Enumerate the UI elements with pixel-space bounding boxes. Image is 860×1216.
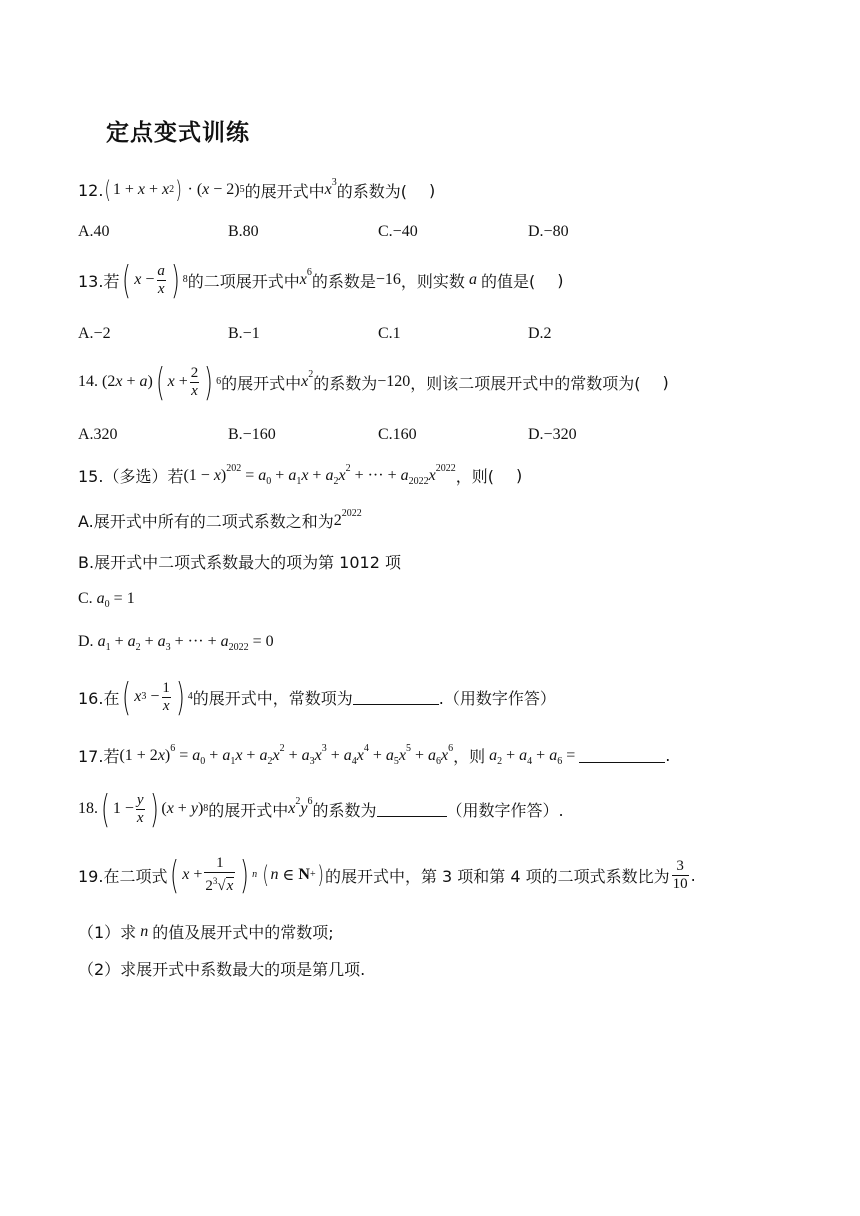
q19-number: 19.在二项式	[78, 866, 168, 886]
q12-text-c: )	[428, 180, 436, 200]
q14-option-b[interactable]: B.−160	[228, 426, 276, 443]
q14-text-c: ，则该二项展开式中的常数项为(	[410, 373, 641, 393]
q16-answer-blank[interactable]	[353, 690, 439, 705]
q13-expression: ( x − $\frac{a}{x}$ ) 8	[122, 258, 188, 302]
q12-option-b[interactable]: B.80	[228, 223, 259, 240]
q18-text-c: （用数字作答）.	[446, 800, 564, 820]
q14-expression: (2 x + a ) ( x + $\frac{2}{x}$ ) 6	[98, 360, 222, 404]
q13-term: $x^6$	[299, 267, 312, 288]
q15-expression: $(1 - x)^{202} = a_0 + a_1x + a_2x^2$ + ··· + $a_{2022}x^{2022}$	[183, 462, 456, 487]
q17-text-a: ，则	[453, 747, 486, 766]
q19-expression: ( x + 1 $2^3√$ x ) n ( n ∈ N + )	[170, 853, 324, 897]
q12-expression: ( 1 + x + x 2 ) · ( x − 2) 5	[104, 176, 245, 204]
question-18	[78, 789, 564, 829]
section-title: 定点变式训练	[106, 120, 250, 146]
q12-option-d[interactable]: D.−80	[528, 223, 569, 240]
question-16	[78, 677, 556, 717]
q15-option-d[interactable]	[78, 633, 274, 651]
q15-option-c-label: C.	[78, 590, 93, 607]
q13-text-a: 的二项展开式中	[187, 271, 300, 291]
q13-option-d[interactable]: D.2	[528, 325, 552, 342]
q16-text-a: 的展开式中，常数项为	[192, 688, 353, 708]
q13-var: a	[468, 271, 477, 288]
q15-option-b[interactable]: B.展开式中二项式系数最大的项为第 1012 项	[78, 553, 401, 572]
q19-sub1-text: 的值及展开式中的常数项;	[152, 923, 334, 942]
q15-option-a-value: $2^{2022}$	[333, 507, 362, 529]
q14-option-a[interactable]: A.320	[78, 426, 118, 443]
q15-option-d-label: D.	[78, 633, 94, 650]
q13-text-e: )	[557, 270, 564, 290]
q19-subquestion-1	[78, 920, 334, 943]
q12-text-a: 的展开式中	[244, 181, 325, 201]
q19-sub1-label: （1）求	[78, 923, 137, 942]
q15-text-b: )	[515, 466, 523, 485]
q16-text-b: .（用数字作答）	[438, 688, 556, 708]
question-15	[78, 464, 522, 487]
question-14	[78, 362, 669, 402]
q17-answer-blank[interactable]	[579, 748, 665, 763]
q12-option-a[interactable]: A.40	[78, 223, 110, 240]
question-19	[78, 855, 696, 895]
question-13	[78, 260, 563, 300]
q13-option-c[interactable]: C.1	[378, 325, 401, 342]
q14-text-a: 的展开式中	[221, 373, 302, 393]
q15-text-a: ，则(	[455, 467, 494, 486]
q12-number: 12.	[78, 180, 104, 200]
q18-answer-blank[interactable]	[377, 802, 447, 817]
question-17	[78, 744, 670, 767]
q18-text-a: 的展开式中	[208, 800, 289, 820]
q12-text-b: 的系数为(	[336, 181, 407, 201]
q18-number: 18.	[78, 800, 98, 817]
q12-term: $x^3$	[324, 177, 337, 198]
q13-option-b[interactable]: B.−1	[228, 325, 260, 342]
q18-expression: ( 1 − $\frac{y}{x}$ ) ( x + y ) 8	[100, 787, 209, 831]
q14-number: 14.	[78, 373, 98, 390]
question-12	[78, 176, 435, 204]
q14-text-d: )	[662, 372, 669, 392]
q14-term: $x^2$	[301, 369, 314, 390]
q19-text-a: 的展开式中，第 3 项和第 4 项的二项式系数比为	[324, 866, 670, 886]
q15-number: 15.（多选）若	[78, 467, 184, 486]
q19-subquestion-2: （2）求展开式中系数最大的项是第几项.	[78, 960, 366, 979]
q19-ratio: $\frac{3}{10}$	[672, 857, 688, 892]
q14-value: −120	[377, 373, 411, 390]
q16-expression: ( x 3 − $\frac{1}{x}$ ) 4	[122, 675, 193, 719]
q17-number: 17.若	[78, 747, 120, 766]
q17-text-b: .	[665, 746, 671, 765]
q15-option-d-expr: $a_1 + a_2 + a_3$ + ··· + $a_{2022} = 0$	[97, 633, 274, 653]
q15-option-a-text: A.展开式中所有的二项式系数之和为	[78, 512, 334, 531]
q16-number: 16.在	[78, 688, 120, 708]
q14-text-b: 的系数为	[313, 373, 378, 393]
q17-expression: $(1 + 2x)^6 = a_0 + a_1x + a_2x^2 + a_3x^3 + a_4x^4 + a_5x^5 + a_6x^6$	[119, 742, 454, 767]
q13-text-b: 的系数是	[311, 271, 376, 291]
q14-option-c[interactable]: C.160	[378, 426, 417, 443]
q13-value: −16	[375, 271, 401, 288]
q13-text-c: ，则实数	[400, 271, 465, 291]
q12-option-c[interactable]: C.−40	[378, 223, 418, 240]
q13-number: 13.若	[78, 271, 120, 291]
q15-option-c-expr: $a_0 = 1$	[96, 590, 135, 610]
q18-text-b: 的系数为	[312, 800, 377, 820]
q19-text-b: .	[690, 865, 696, 885]
q18-term: $x^2y^6$	[288, 796, 313, 817]
q17-target: $a_2 + a_4 + a_6$ =	[489, 746, 580, 767]
q15-option-a[interactable]	[78, 509, 362, 532]
q19-sub1-var: n	[140, 922, 149, 940]
q13-text-d: 的值是(	[480, 271, 536, 291]
q14-option-d[interactable]: D.−320	[528, 426, 577, 443]
q13-option-a[interactable]: A.−2	[78, 325, 111, 342]
q15-option-c[interactable]	[78, 590, 135, 608]
